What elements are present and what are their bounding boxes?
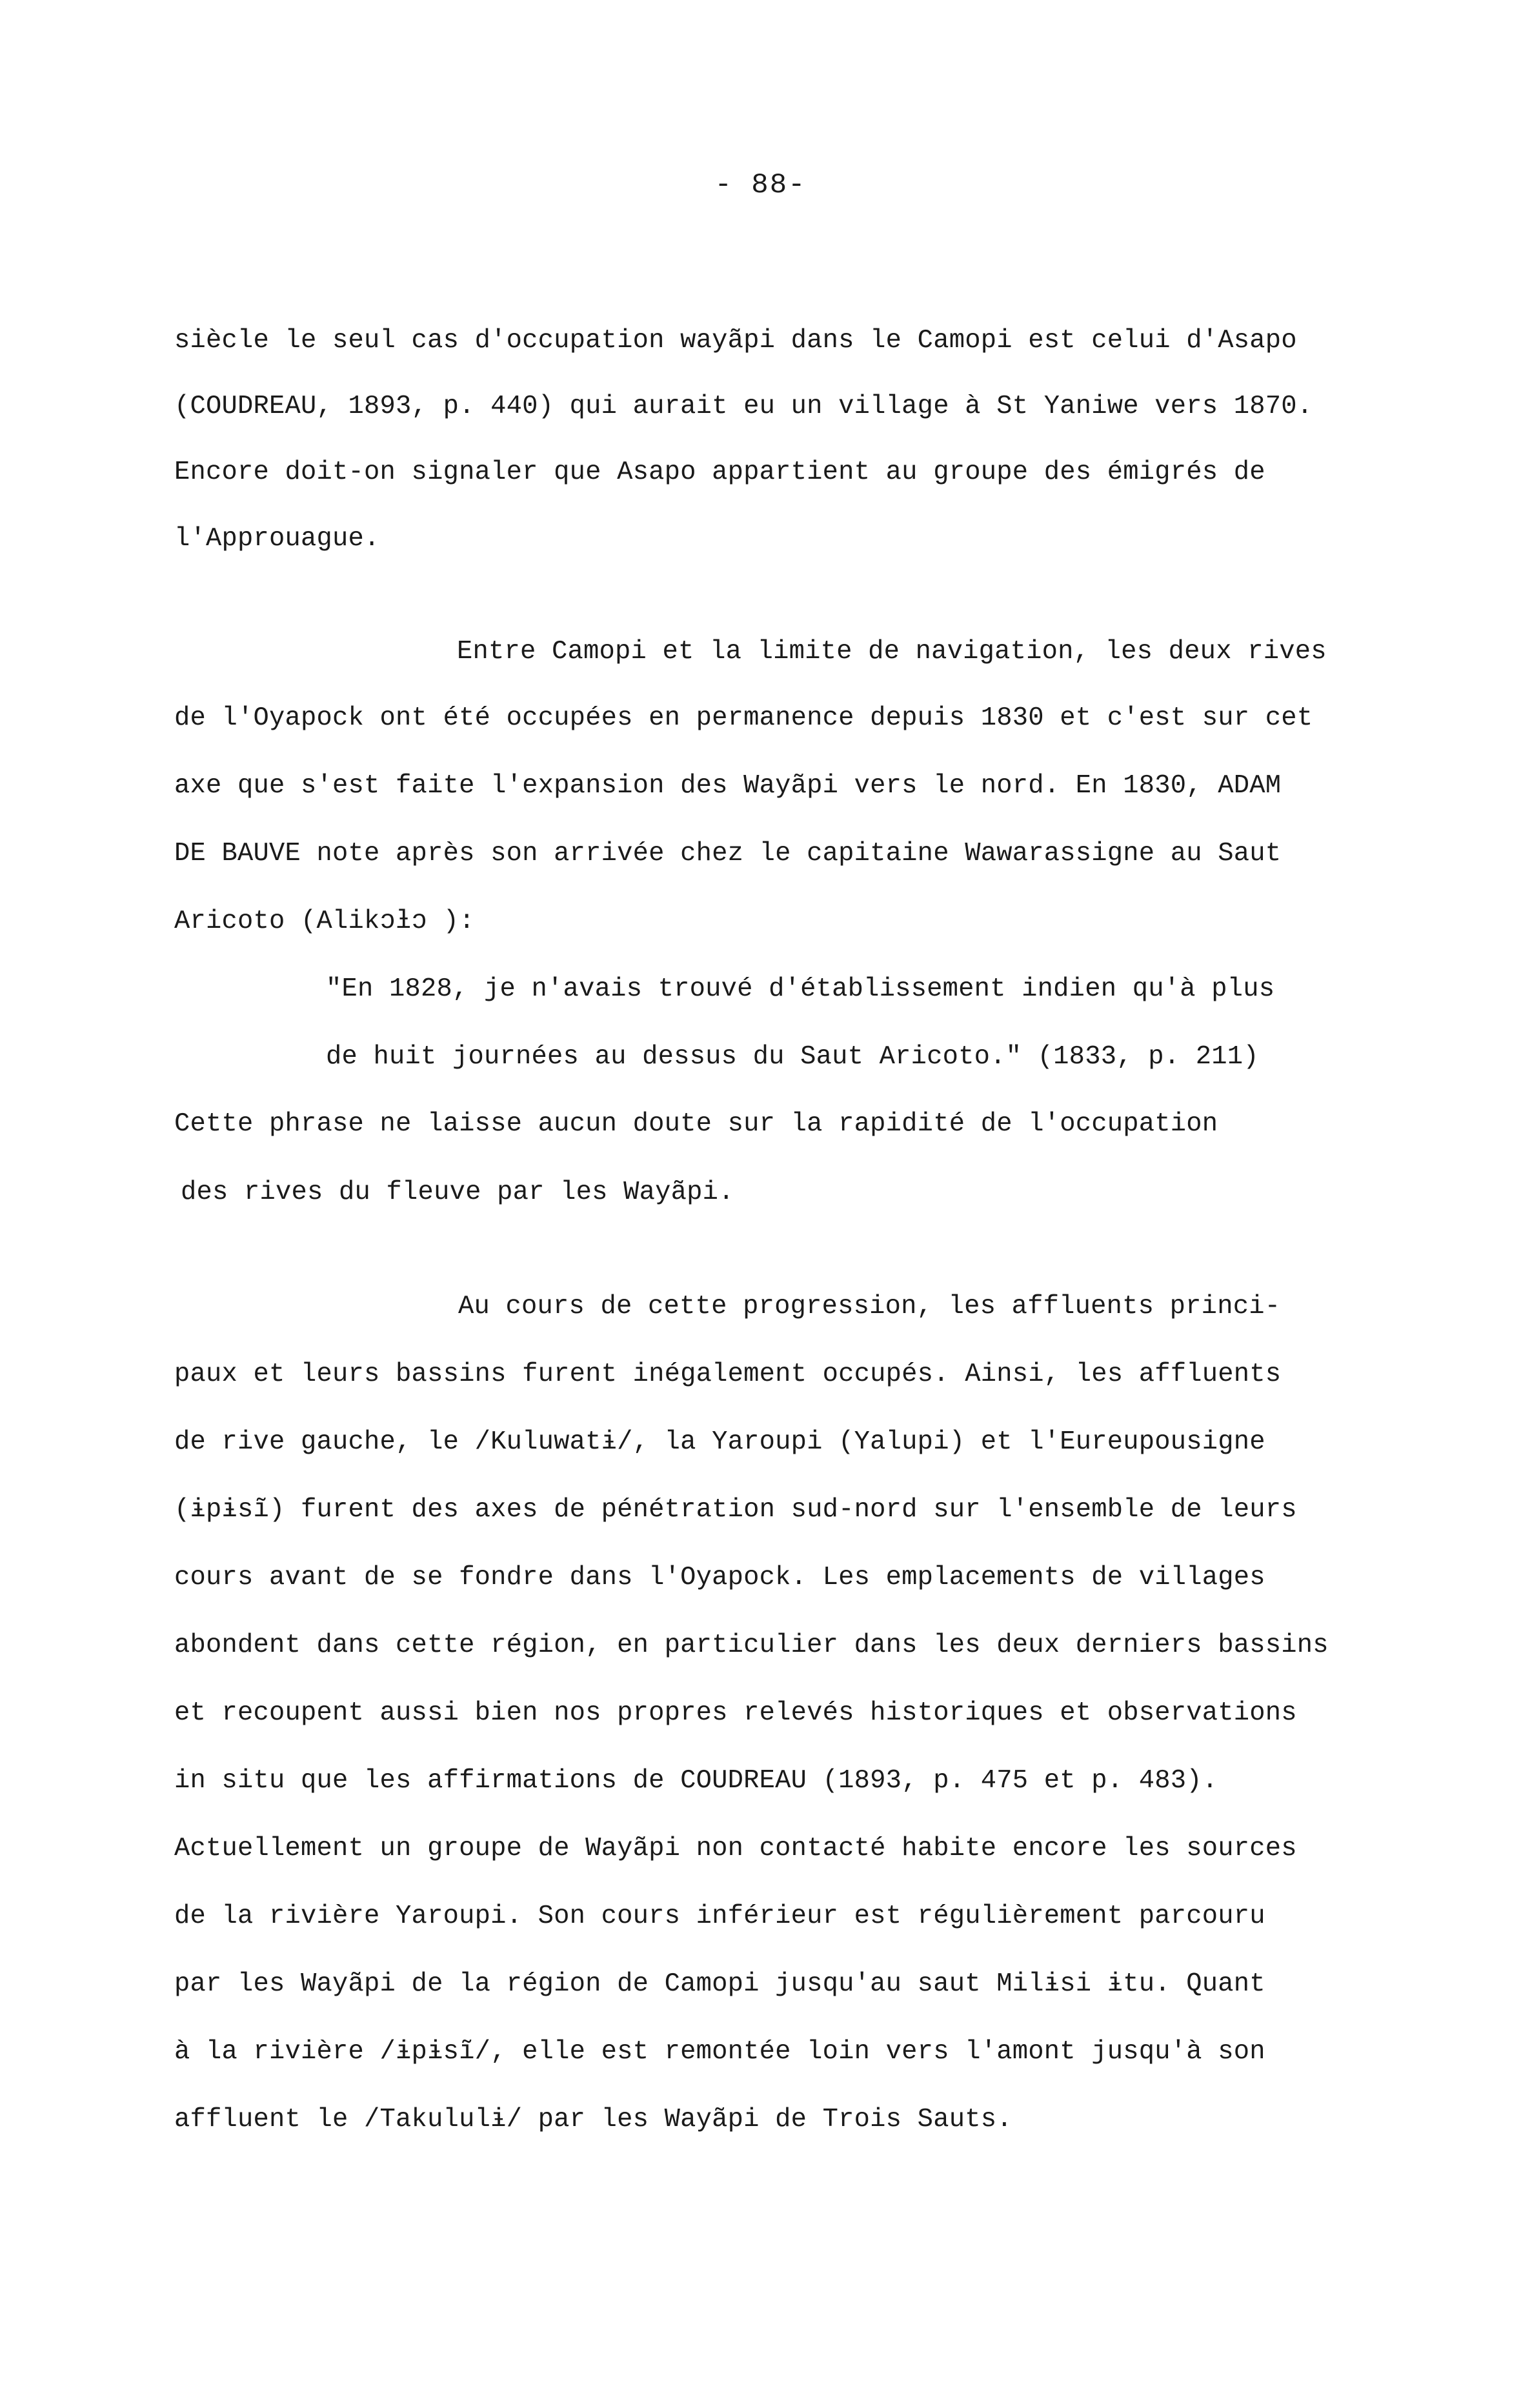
text-line: abondent dans cette région, en particulier dans les deux derniers bassins [174, 1630, 1329, 1660]
text-line: Encore doit-on signaler que Asapo appartient au groupe des émigrés de [174, 457, 1265, 487]
text-line: siècle le seul cas d'occupation wayãpi dans le Camopi est celui d'Asapo [174, 326, 1297, 356]
text-line: de la rivière Yaroupi. Son cours inférieur est régulièrement parcouru [174, 1901, 1265, 1931]
text-line: l'Approuague. [174, 524, 380, 554]
text-line: (COUDREAU, 1893, p. 440) qui aurait eu un village à St Yaniwe vers 1870. [174, 392, 1313, 421]
page-number: - 88- [714, 169, 807, 201]
text-line: des rives du fleuve par les Wayãpi. [181, 1178, 734, 1207]
text-line: Actuellement un groupe de Wayãpi non contacté habite encore les sources [174, 1834, 1297, 1863]
text-line: DE BAUVE note après son arrivée chez le capitaine Wawarassigne au Saut [174, 839, 1282, 868]
text-line: et recoupent aussi bien nos propres relevés historiques et observations [174, 1698, 1297, 1728]
text-line: de rive gauche, le /Kuluwatɨ/, la Yaroupi (Yalupi) et l'Eureupousigne [174, 1427, 1265, 1457]
text-line: de l'Oyapock ont été occupées en permanence depuis 1830 et c'est sur cet [174, 703, 1313, 733]
text-line: Aricoto (Alikɔƚɔ ): [174, 907, 475, 936]
text-line: Cette phrase ne laisse aucun doute sur la rapidité de l'occupation [174, 1109, 1218, 1139]
text-line: (ɨpɨsĩ) furent des axes de pénétration sud-nord sur l'ensemble de leurs [174, 1495, 1297, 1525]
text-line: cours avant de se fondre dans l'Oyapock. Les emplacements de villages [174, 1563, 1265, 1592]
quote-line: "En 1828, je n'avais trouvé d'établissement indien qu'à plus [326, 974, 1275, 1004]
text-line: affluent le /Takululɨ/ par les Wayãpi de Trois Sauts. [174, 2105, 1012, 2134]
text-line: à la rivière /ɨpɨsĩ/, elle est remontée loin vers l'amont jusqu'à son [174, 2037, 1265, 2067]
text-line: paux et leurs bassins furent inégalement occupés. Ainsi, les affluents [174, 1360, 1282, 1389]
text-line: in situ que les affirmations de COUDREAU (1893, p. 475 et p. 483). [174, 1766, 1218, 1796]
quote-line: de huit journées au dessus du Saut Aricoto." (1833, p. 211) [326, 1042, 1259, 1072]
text-line: Au cours de cette progression, les affluents princi- [458, 1292, 1281, 1321]
text-line: par les Wayãpi de la région de Camopi jusqu'au saut Milɨsi ɨtu. Quant [174, 1969, 1265, 1999]
text-line: Entre Camopi et la limite de navigation, les deux rives [457, 637, 1327, 667]
text-line: axe que s'est faite l'expansion des Wayãpi vers le nord. En 1830, ADAM [174, 771, 1282, 801]
